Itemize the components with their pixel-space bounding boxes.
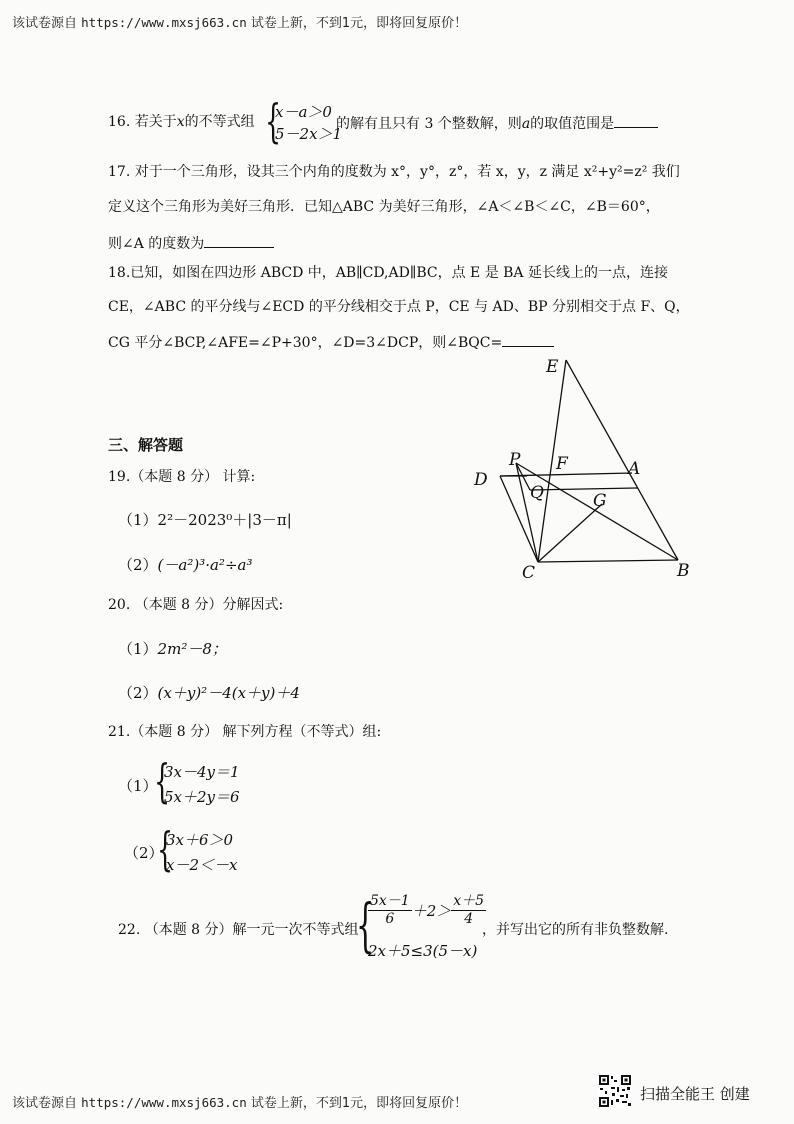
- q20-p2-label: （2）: [118, 684, 158, 702]
- q16-text-b: 的不等式组: [184, 114, 255, 130]
- q16-text-a: 若关于: [134, 114, 177, 130]
- header-watermark: [12, 12, 467, 31]
- header-prefix: 该试卷源自: [12, 16, 78, 31]
- label-G: G: [593, 491, 607, 511]
- line-mid-horizontal: [530, 488, 638, 490]
- label-B: B: [677, 561, 690, 581]
- q21-p1-brace: {: [154, 754, 171, 808]
- q21-p1-eq-2: 5x＋2y＝6: [164, 788, 240, 806]
- q16-var-a: a: [521, 116, 531, 132]
- line-PC: [516, 463, 538, 562]
- footer-watermark: [12, 1092, 467, 1111]
- q22-brace: {: [356, 891, 375, 959]
- footer-suffix: 试卷上新，不到1元，即将回复原价！: [250, 1096, 468, 1111]
- q18-answer-blank[interactable]: [502, 332, 554, 347]
- q16-text-right: [336, 113, 658, 133]
- q19-p2-expr: (－a²)³·a²÷a³: [157, 556, 253, 574]
- footer-prefix: 该试卷源自: [12, 1096, 78, 1111]
- line-EB: [566, 360, 678, 560]
- q20-p2-expr: (x＋y)²－4(x＋y)＋4: [157, 684, 300, 702]
- section-3-title: 三、解答题: [108, 436, 184, 454]
- q16-ineq-2: 5－2x＞1: [275, 125, 343, 143]
- q16-number: 16.: [108, 114, 131, 130]
- q17-line-2: 定义这个三角形为美好三角形．已知△ABC 为美好三角形，∠A＜∠B＜∠C，∠B＝60°，: [108, 199, 660, 215]
- label-A: A: [628, 459, 641, 479]
- label-E: E: [546, 357, 559, 377]
- q17-line-3: [108, 233, 274, 253]
- q20-part-2: [118, 682, 300, 703]
- label-P: P: [509, 450, 521, 470]
- q21-p1-label: （1）: [118, 777, 158, 795]
- q21-p1-eq-1: 3x－4y＝1: [164, 763, 240, 781]
- q17-line-3-text: 则∠A 的度数为: [108, 236, 205, 252]
- q20-title: 20. （本题 8 分）分解因式:: [108, 597, 284, 613]
- q22-frac1-den: 6: [385, 911, 395, 927]
- q21-p2-ineq-2: x－2＜－x: [166, 856, 238, 874]
- q22-mid: ＋2＞: [411, 902, 452, 920]
- q21-p2-brace: {: [157, 822, 174, 876]
- q16-text-d: 的取值范围是: [530, 116, 615, 132]
- q18-line-3: [108, 332, 554, 352]
- header-url[interactable]: https://www.mxsj663.cn: [81, 15, 247, 30]
- q21-title: 21.（本题 8 分） 解下列方程（不等式）组:: [108, 724, 382, 740]
- q21-p2-ineq-1: 3x＋6＞0: [166, 831, 234, 849]
- label-F: F: [556, 454, 568, 474]
- q19-p2-label: （2）: [118, 556, 158, 574]
- q20-part-1: [118, 638, 227, 659]
- q17-answer-blank[interactable]: [204, 233, 274, 248]
- q21-p2-label: （2）: [124, 844, 164, 862]
- line-CG: [538, 504, 602, 562]
- q16-answer-blank[interactable]: [614, 113, 658, 128]
- q19-p1-expr: 2²－2023⁰＋|3－π|: [157, 511, 292, 529]
- q22-frac2-num: x＋5: [453, 893, 485, 909]
- q22-fraction-1: [368, 893, 412, 928]
- q16-text-c: 的解有且只有 3 个整数解，则: [336, 116, 522, 132]
- label-C: C: [522, 563, 536, 583]
- q18-line-3-text: CG 平分∠BCP,∠AFE=∠P+30°，∠D=3∠DCP，则∠BQC=: [108, 335, 503, 351]
- footer-url[interactable]: https://www.mxsj663.cn: [81, 1095, 247, 1110]
- q18-line-1: 18.已知，如图在四边形 ABCD 中，AB∥CD,AD∥BC，点 E 是 BA 延长线上的一点，连接: [108, 265, 668, 281]
- q16-ineq-1: x－a＞0: [275, 103, 332, 121]
- q22-fraction-2: [451, 893, 486, 928]
- q19-part-2: [118, 554, 252, 575]
- q16-brace: {: [265, 94, 282, 148]
- q22-frac2-den: 4: [464, 911, 474, 927]
- q18-line-2: CE，∠ABC 的平分线与∠ECD 的平分线相交于点 P，CE 与 AD、BP 分别相交于点 F、Q，: [108, 299, 690, 315]
- q19-part-1: [118, 509, 292, 530]
- quadrilateral-figure: [470, 352, 700, 584]
- scanner-brand: 扫描全能王 创建: [640, 1085, 750, 1103]
- q16-text-left: [108, 113, 255, 131]
- q22-tail: ，并写出它的所有非负整数解.: [482, 922, 669, 938]
- q22-ineq-1: [368, 893, 486, 928]
- q22-frac1-num: 5x－1: [370, 893, 410, 909]
- q22-title: 22. （本题 8 分）解一元一次不等式组: [118, 922, 359, 938]
- q22-ineq-2: 2x＋5≤3(5－x): [368, 942, 478, 960]
- q19-p1-label: （1）: [118, 511, 158, 529]
- qr-code-icon: [598, 1074, 632, 1108]
- q19-title: 19.（本题 8 分） 计算:: [108, 469, 256, 485]
- q16-var-x: x: [176, 114, 185, 130]
- q20-p1-expr: 2m²－8；: [157, 640, 227, 658]
- q17-line-1: 17. 对于一个三角形，设其三个内角的度数为 x°，y°，z°，若 x，y，z 满足 x²+y²=z² 我们: [108, 164, 680, 180]
- line-CB: [538, 560, 678, 562]
- label-Q: Q: [530, 483, 544, 503]
- q20-p1-label: （1）: [118, 640, 158, 658]
- label-D: D: [474, 470, 488, 490]
- header-suffix: 试卷上新，不到1元，即将回复原价！: [250, 16, 468, 31]
